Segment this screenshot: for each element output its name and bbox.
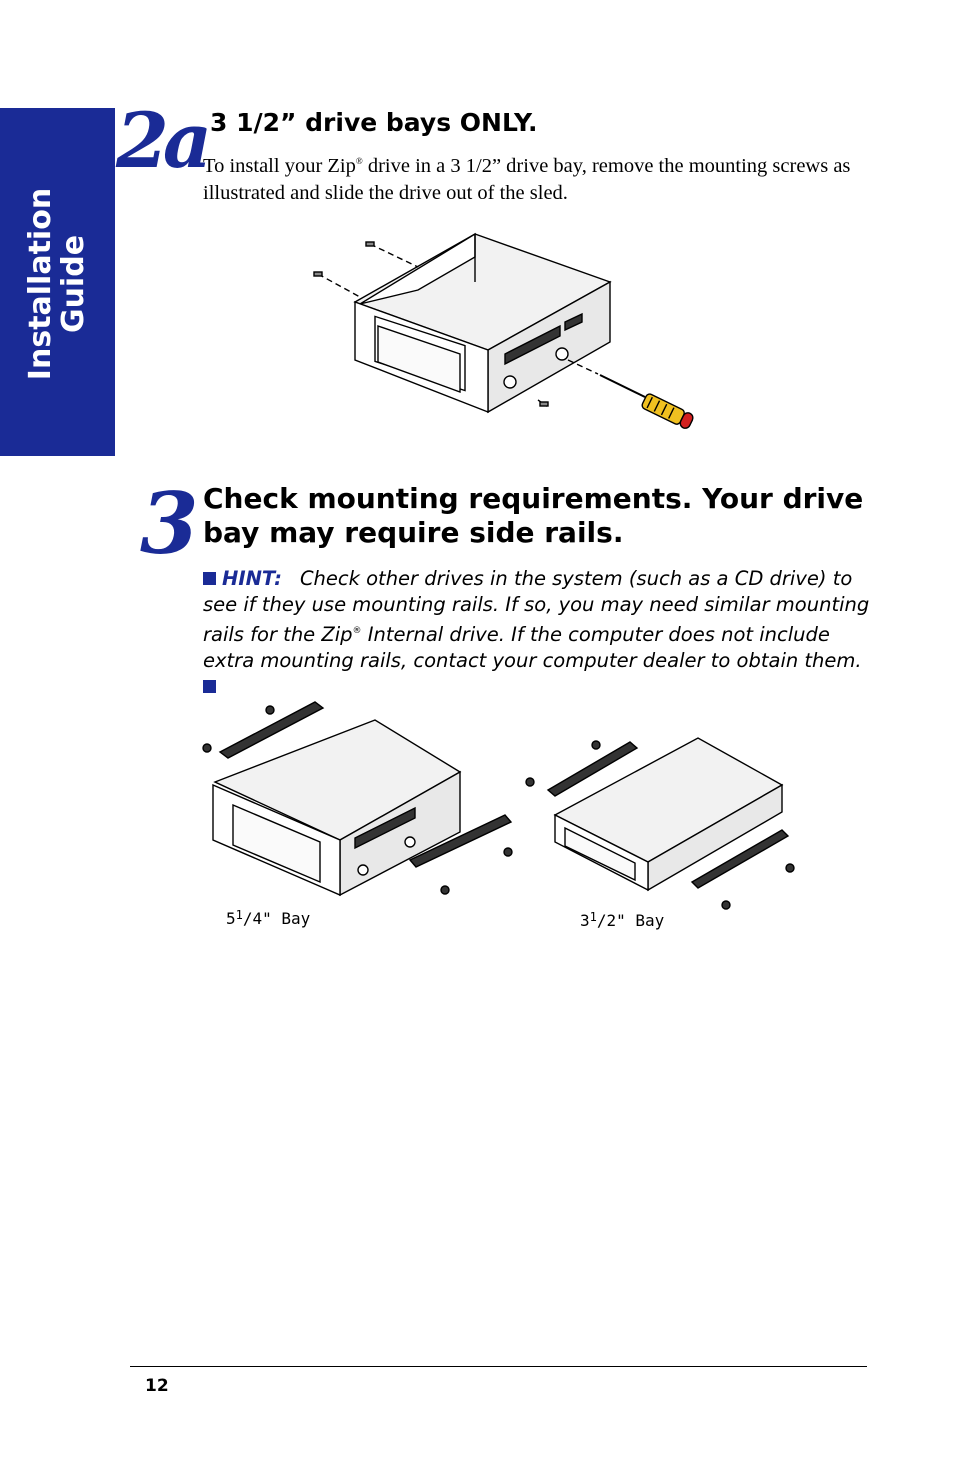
hint-text-before: Check other drives in the system (such as a CD drive) to see if they use mounting rails. If so, you may need similar mounting rails for the Zip xyxy=(203,567,870,646)
caption-3-whole: 3 xyxy=(580,911,590,930)
hint-text-after: Internal drive. If the computer does not include extra mounting rails, contact your computer dealer to obtain them. xyxy=(203,623,862,672)
caption-5-frac: 1 xyxy=(235,908,243,922)
bay-5-25-illustration xyxy=(195,690,525,900)
bay-3-5-illustration xyxy=(520,730,810,915)
step-2a-text-after: drive in a 3 1/2” drive bay, remove the mounting screws as illustrated and slide the drive out of the sled. xyxy=(203,155,851,204)
footer-rule xyxy=(130,1366,867,1367)
caption-3-5-bay xyxy=(580,910,664,930)
step-number-3: 3 xyxy=(140,474,199,573)
caption-3-rest: /2" Bay xyxy=(596,911,665,930)
step-2a-text-before: To install your Zip xyxy=(203,155,356,177)
step-2a-text xyxy=(203,148,853,207)
side-tab-label xyxy=(24,188,90,380)
caption-5-25-bay xyxy=(226,908,310,928)
side-tab-line1: Installation xyxy=(23,187,58,381)
caption-3-frac: 1 xyxy=(589,910,597,924)
page-number: 12 xyxy=(145,1376,169,1396)
step-number-2a: 2a xyxy=(116,96,207,185)
drive-sled-illustration xyxy=(300,222,700,437)
side-tab-line2: Guide xyxy=(56,234,91,334)
hint-label: HINT: xyxy=(222,567,282,590)
caption-5-whole: 5 xyxy=(226,909,236,928)
step-3-heading: Check mounting requirements. Your drive bay may require side rails. xyxy=(203,482,864,549)
bullet-square-icon xyxy=(203,572,216,585)
step-2a-heading: 3 1/2” drive bays ONLY. xyxy=(210,108,538,137)
registered-mark: ® xyxy=(352,626,362,636)
hint-paragraph xyxy=(203,566,883,700)
registered-mark: ® xyxy=(355,156,363,166)
caption-5-rest: /4" Bay xyxy=(242,909,311,928)
